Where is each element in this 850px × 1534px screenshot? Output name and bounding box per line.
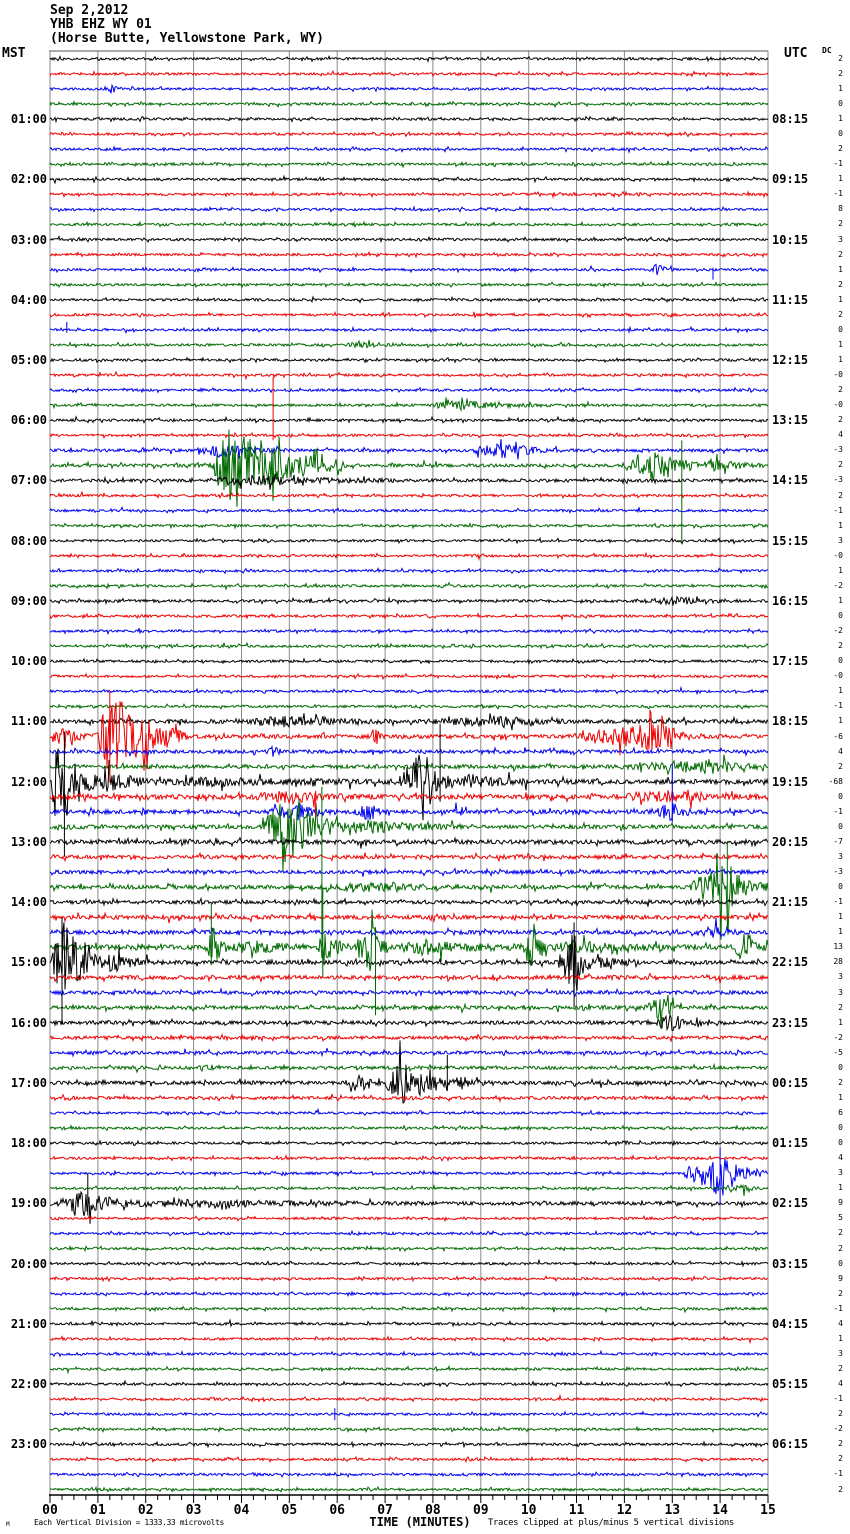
dc-value: 1 [838, 686, 843, 696]
header-date: Sep 2,2012 [50, 3, 129, 18]
dc-value: 2 [838, 1364, 843, 1374]
minute-label: 12 [616, 1503, 633, 1518]
footer-division-note: Each Vertical Division = 1333.33 microvolts [34, 1518, 224, 1527]
dc-value: 0 [838, 791, 843, 801]
dc-value: 1 [838, 294, 843, 304]
dc-value: -2 [833, 580, 843, 590]
dc-value: 1 [838, 174, 843, 184]
dc-value: 1 [838, 339, 843, 349]
dc-value: 0 [838, 882, 843, 892]
dc-value: 1 [838, 1017, 843, 1027]
dc-value: 2 [838, 1077, 843, 1087]
footer-clip-note: Traces clipped at plus/minus 5 vertical divisions [488, 1518, 734, 1528]
minute-label: 09 [472, 1503, 489, 1518]
minute-label: 13 [664, 1503, 681, 1518]
dc-value: -68 [828, 776, 843, 786]
dc-value: -0 [833, 370, 843, 380]
mst-label: 06:00 [10, 413, 47, 428]
dc-value: 1 [838, 83, 843, 93]
dc-value: 3 [838, 851, 843, 861]
dc-value: 1 [838, 1092, 843, 1102]
dc-value: 1 [838, 1183, 843, 1193]
dc-value: -1 [833, 505, 843, 515]
mst-label: 23:00 [10, 1437, 47, 1452]
mst-label: 22:00 [10, 1377, 47, 1392]
mst-label: 19:00 [10, 1196, 47, 1211]
dc-value: 1 [838, 355, 843, 364]
dc-value: 28 [833, 957, 843, 967]
utc-label: 15:15 [772, 533, 809, 548]
x-axis-title: TIME (MINUTES) [369, 1515, 471, 1529]
dc-value: -0 [833, 400, 843, 410]
minute-label: 06 [329, 1503, 346, 1518]
minute-label: 05 [281, 1503, 298, 1518]
minute-label: 04 [233, 1503, 250, 1518]
mst-label: 05:00 [10, 353, 47, 367]
dc-value: 9 [838, 1198, 843, 1208]
minute-label: 07 [377, 1503, 393, 1518]
dc-value: 1 [838, 1333, 843, 1343]
dc-value: 2 [838, 1002, 843, 1012]
dc-value: -3 [833, 867, 843, 877]
mst-label: 08:00 [10, 533, 47, 548]
utc-label: 22:15 [772, 955, 809, 970]
utc-label: 19:15 [772, 774, 809, 789]
utc-label: 23:15 [772, 1015, 809, 1030]
minute-label: 10 [520, 1503, 537, 1518]
dc-value: -1 [833, 1394, 843, 1404]
dc-value: 1 [838, 912, 843, 922]
mst-label: 02:00 [10, 172, 47, 187]
dc-value: 1 [838, 520, 843, 530]
mst-label: 10:00 [10, 654, 47, 669]
dc-value: -1 [833, 1303, 843, 1313]
dc-value: 0 [838, 1062, 843, 1072]
dc-axis-label: DC [822, 46, 832, 55]
dc-value: 0 [838, 1123, 843, 1133]
dc-value: 2 [838, 1439, 843, 1449]
dc-value: 2 [838, 1454, 843, 1464]
dc-value: 6 [838, 1108, 843, 1117]
utc-label: 09:15 [772, 172, 809, 187]
utc-label: 12:15 [772, 353, 809, 367]
dc-value: 1 [838, 927, 843, 937]
dc-value: 4 [838, 1318, 843, 1328]
mst-label: 16:00 [10, 1015, 47, 1030]
minute-label: 11 [568, 1503, 585, 1518]
minute-label: 00 [42, 1503, 58, 1518]
dc-value: -7 [833, 836, 843, 846]
utc-label: 14:15 [772, 473, 809, 488]
utc-label: 13:15 [772, 413, 809, 428]
dc-value: -1 [833, 897, 843, 907]
utc-label: 02:15 [772, 1196, 809, 1211]
dc-value: 2 [838, 385, 843, 395]
utc-label: 04:15 [772, 1316, 809, 1331]
dc-value: 2 [838, 460, 843, 470]
dc-value: 0 [838, 324, 843, 334]
dc-value: 4 [838, 430, 843, 440]
dc-value: -1 [833, 701, 843, 711]
utc-label: 08:15 [772, 112, 809, 127]
dc-value: 0 [838, 656, 843, 666]
dc-value: 2 [838, 144, 843, 154]
dc-value: 3 [838, 1168, 843, 1178]
utc-label: 20:15 [772, 834, 809, 849]
mst-label: 11:00 [10, 714, 47, 729]
dc-value: -0 [833, 550, 843, 560]
mst-label: 09:00 [10, 593, 47, 608]
dc-value: 2 [838, 1409, 843, 1419]
mst-label: 20:00 [10, 1256, 47, 1271]
dc-value: 13 [833, 942, 843, 952]
dc-value: 1 [838, 716, 843, 726]
mst-label: 01:00 [10, 112, 47, 127]
header-station: YHB EHZ WY 01 [50, 17, 152, 32]
dc-value: 2 [838, 68, 843, 78]
utc-label: 01:15 [772, 1136, 809, 1151]
dc-value: -2 [833, 1424, 843, 1434]
dc-value: 2 [838, 1228, 843, 1238]
dc-value: -6 [833, 731, 843, 741]
dc-value: -2 [833, 626, 843, 636]
minute-label: 14 [712, 1503, 728, 1518]
dc-value: 0 [838, 1258, 843, 1268]
dc-value: 2 [838, 309, 843, 319]
dc-value: 2 [838, 641, 843, 651]
mst-label: 18:00 [10, 1136, 47, 1151]
utc-label: 21:15 [772, 895, 809, 910]
dc-value: 2 [838, 415, 843, 425]
dc-value: 2 [838, 279, 843, 289]
dc-value: -1 [833, 1469, 843, 1479]
dc-value: 3 [838, 987, 843, 997]
utc-label: 18:15 [772, 714, 809, 729]
minute-label: 02 [137, 1503, 154, 1518]
dc-value: 9 [838, 1273, 843, 1283]
dc-value: 1 [838, 565, 843, 575]
utc-label: 10:15 [772, 232, 809, 247]
left-axis-label: MST [2, 46, 26, 61]
dc-value: 8 [838, 204, 843, 214]
dc-value: 3 [838, 234, 843, 244]
dc-value: -1 [833, 806, 843, 816]
mst-label: 13:00 [10, 834, 47, 849]
utc-label: 16:15 [772, 593, 809, 608]
dc-value: 2 [838, 1243, 843, 1253]
dc-value: 3 [838, 972, 843, 982]
dc-value: -0 [833, 671, 843, 681]
mst-label: 03:00 [10, 232, 47, 247]
dc-value: 2 [838, 249, 843, 259]
mst-label: 07:00 [10, 473, 47, 488]
dc-value: 0 [838, 1138, 843, 1148]
utc-label: 06:15 [772, 1437, 809, 1452]
dc-value: 1 [838, 264, 843, 274]
dc-value: 1 [838, 114, 843, 124]
utc-label: 17:15 [772, 654, 809, 669]
header-location: (Horse Butte, Yellowstone Park, WY) [50, 31, 324, 46]
dc-value: 0 [838, 821, 843, 831]
footer-mark: M [6, 1521, 10, 1528]
dc-value: 4 [838, 1379, 843, 1389]
mst-label: 15:00 [10, 955, 47, 970]
dc-value: -5 [833, 1047, 843, 1057]
dc-value: 2 [838, 53, 843, 63]
minute-label: 08 [425, 1503, 441, 1518]
dc-value: 3 [838, 1348, 843, 1358]
dc-value: 2 [838, 1288, 843, 1298]
utc-label: 03:15 [772, 1256, 809, 1271]
mst-label: 17:00 [10, 1075, 47, 1090]
dc-value: 2 [838, 219, 843, 229]
dc-value: -2 [833, 1032, 843, 1042]
dc-value: 5 [838, 1213, 843, 1223]
dc-value: 0 [838, 129, 843, 139]
mst-label: 21:00 [10, 1316, 47, 1331]
dc-value: 3 [838, 535, 843, 545]
dc-value: 2 [838, 490, 843, 500]
dc-value: -3 [833, 445, 843, 455]
mst-label: 14:00 [10, 895, 47, 910]
dc-value: -1 [833, 189, 843, 199]
utc-label: 11:15 [772, 292, 809, 307]
utc-label: 00:15 [772, 1075, 809, 1090]
dc-value: 0 [838, 98, 843, 108]
dc-value: 1 [838, 595, 843, 605]
utc-label: 05:15 [772, 1377, 809, 1392]
dc-value: 2 [838, 1484, 843, 1494]
mst-label: 12:00 [10, 774, 47, 789]
dc-value: 4 [838, 1153, 843, 1163]
right-axis-label: UTC [784, 46, 808, 61]
dc-value: 4 [838, 746, 843, 756]
minute-label: 15 [760, 1503, 776, 1518]
dc-value: 2 [838, 761, 843, 771]
dc-value: -3 [833, 475, 843, 485]
mst-label: 04:00 [10, 292, 47, 307]
dc-value: -1 [833, 159, 843, 169]
dc-value: 0 [838, 611, 843, 621]
minute-label: 03 [185, 1503, 202, 1518]
minute-label: 01 [90, 1503, 106, 1518]
